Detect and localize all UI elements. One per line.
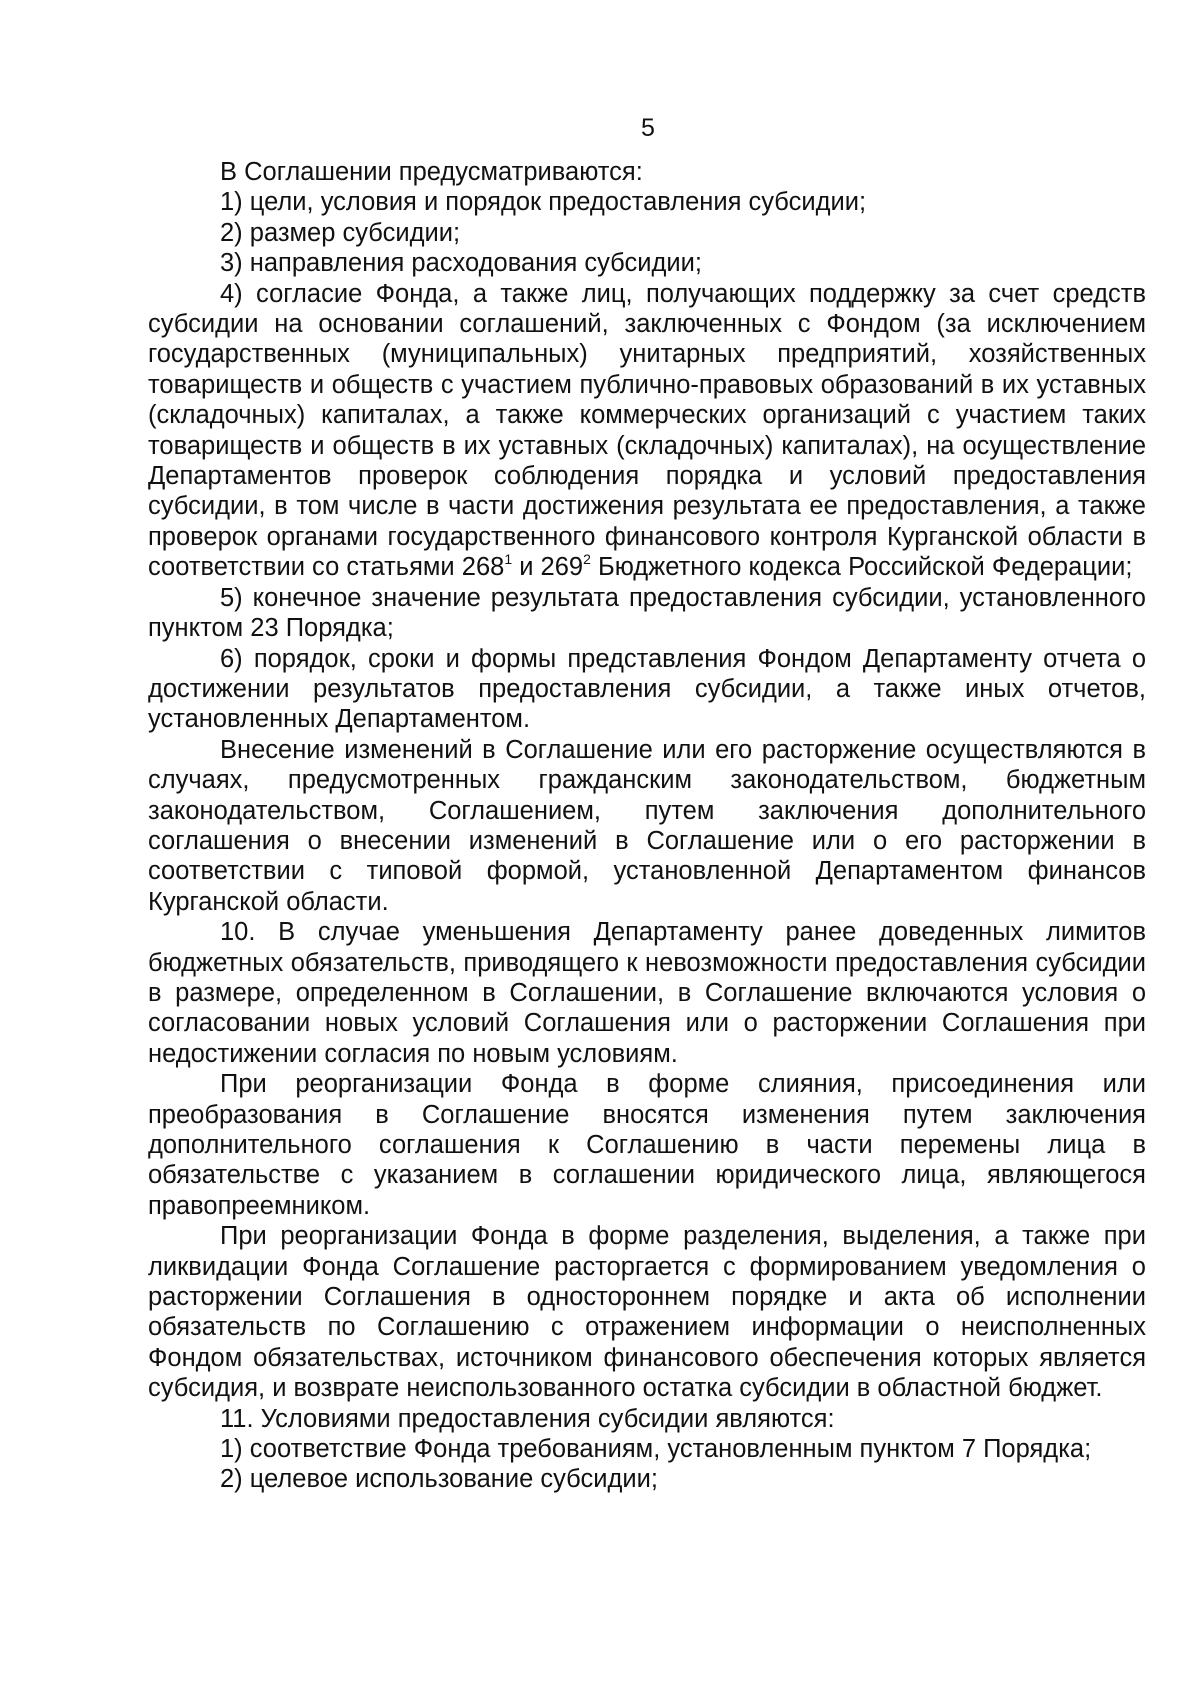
document-body (148, 157, 1146, 1495)
paragraph-item-goals: 1) цели, условия и порядок предоставления субсидии; (220, 188, 867, 217)
paragraph-reorganization-merger: При реорганизации Фонда в форме слияния, присоединения или преобразования в Соглашение вносятся изменения путем заключения дополнительного соглашения к Соглашению в части перемены лица в обязательстве с указанием в соглашении юридического лица, являющегося правопреемником. (148, 1070, 1146, 1220)
paragraph-item-reporting: 6) порядок, сроки и формы представления Фондом Департаменту отчета о достижении результатов предоставления субсидии, а также иных отчетов, установленных Департаментом. (148, 644, 1146, 734)
superscript-article-269: 2 (583, 551, 591, 568)
paragraph-condition-compliance: 1) соответствие Фонда требованиям, установленным пунктом 7 Порядка; (220, 1435, 1092, 1464)
paragraph-reorganization-division: При реорганизации Фонда в форме разделения, выделения, а также при ликвидации Фонда Соглашение расторгается с формированием уведомления о расторжении Соглашения в одностороннем порядке и акта об исполнении обязательств по Соглашению с отражением информации о неисполненных Фондом обязательствах, источником финансового обеспечения которых является субсидия, и возврате неиспользованного остатка субсидии в областной бюджет. (148, 1222, 1146, 1403)
paragraph-item-consent-text-after: Бюджетного кодекса Российской Федерации; (590, 553, 1133, 582)
paragraph-item-result-value: 5) конечное значение результата предоставления субсидии, установленного пунктом 23 Порядка; (148, 583, 1146, 643)
paragraph-condition-target-use: 2) целевое использование субсидии; (220, 1465, 658, 1494)
paragraph-item-amount: 2) размер субсидии; (220, 218, 461, 247)
paragraph-item-consent-text-mid: и 269 (512, 553, 584, 582)
paragraph-item-consent (148, 279, 1146, 583)
paragraph-item-consent-text-before: 4) согласие Фонда, а также лиц, получающих поддержку за счет средств субсидии на основании соглашений, заключенных с Фондом (за исключением государственных (муниципальных) унитарных предприятий, хозяйственных товариществ и обществ с участием публично-правовых образований в их уставных (складочных) капиталах, а также коммерческих организаций с участием таких товариществ и обществ в их уставных (складочных) капиталах), на осуществление Департаментов проверок соблюдения порядка и условий предоставления субсидии, в том числе в части достижения результата ее предоставления, а также проверок органами государственного финансового контроля Курганской области в соответствии со статьями 268 (148, 279, 1146, 582)
paragraph-item-directions: 3) направления расходования субсидии; (220, 249, 702, 278)
page-number: 5 (641, 114, 655, 142)
superscript-article-268: 1 (504, 551, 513, 568)
paragraph-section-10: 10. В случае уменьшения Департаменту ранее доведенных лимитов бюджетных обязательств, приводящего к невозможности предоставления субсидии в размере, определенном в Соглашении, в Соглашение включаются условия о согласовании новых условий Соглашения или о расторжении Соглашения при недостижении согласия по новым условиям. (148, 918, 1146, 1068)
paragraph-section-11: 11. Условиями предоставления субсидии являются: (220, 1404, 835, 1433)
paragraph-amendments: Внесение изменений в Соглашение или его расторжение осуществляются в случаях, предусмотренных гражданским законодательством, бюджетным законодательством, Соглашением, путем заключения дополнительного соглашения о внесении изменений в Соглашение или о его расторжении в соответствии с типовой формой, установленной Департаментом финансов Курганской области. (148, 735, 1146, 916)
paragraph-agreement-intro: В Соглашении предусматриваются: (220, 158, 643, 186)
